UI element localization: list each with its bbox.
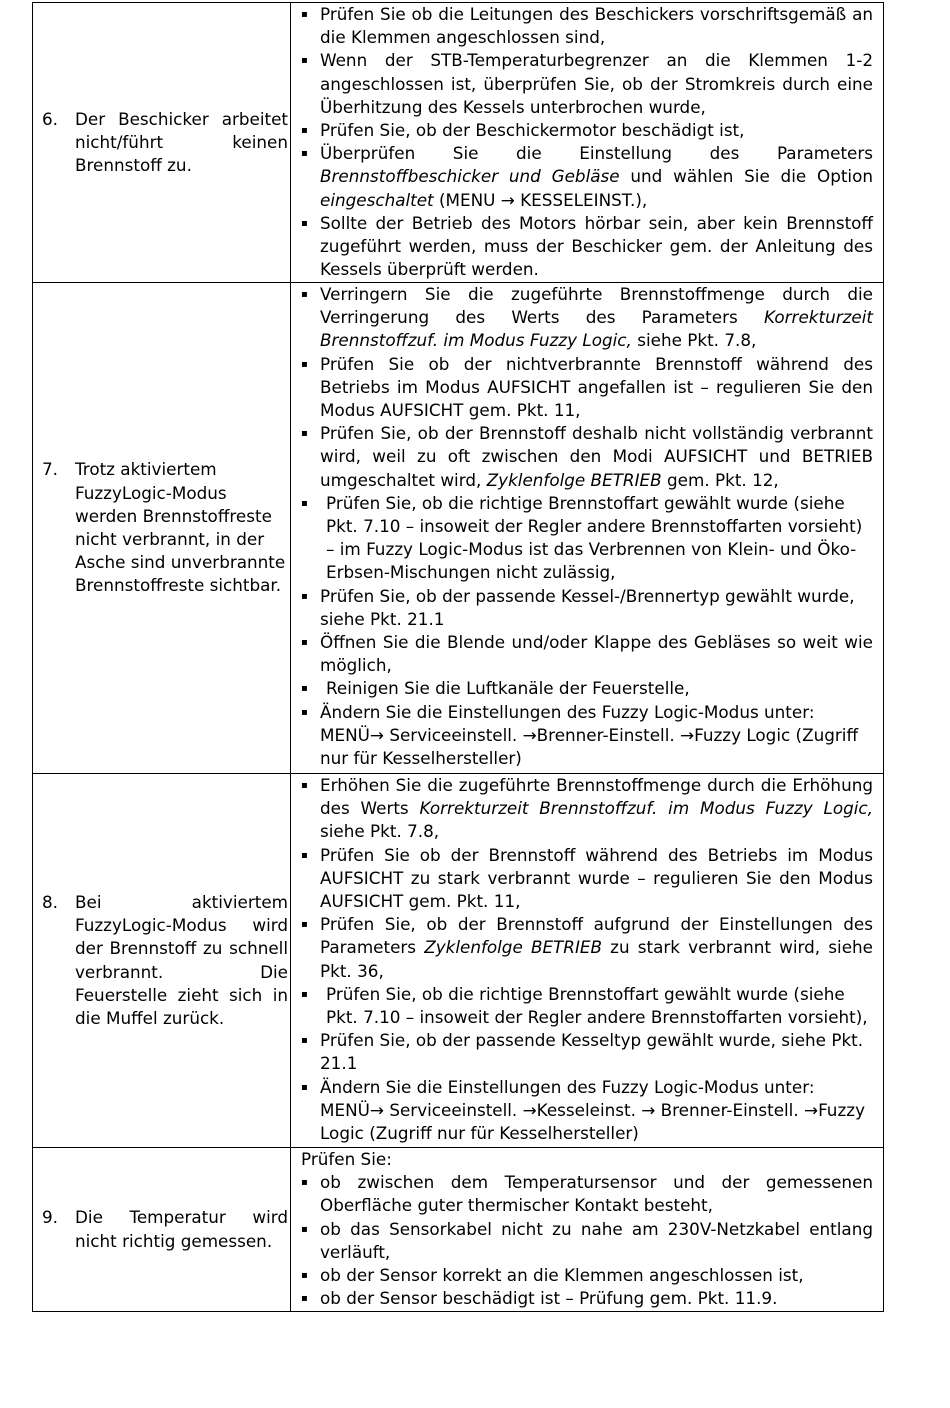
- bullet-icon: [301, 844, 320, 914]
- list-item: ▪ Verringern Sie die zugeführte Brennstoffmenge durch die Verringerung des Werts des Parameters Korrekturzeit Brennstoffzuf. im Modus Fuzzy Logic, siehe Pkt. 7.8,: [301, 283, 873, 353]
- list-item: ▪ Ändern Sie die Einstellungen des Fuzzy Logic-Modus unter: MENÜ→ Serviceeinstell. →Kesseleinst. → Brenner-Einstell. →Fuzzy Logic (Zugriff nur für Kesselhersteller): [301, 1076, 873, 1146]
- bullet-icon: [301, 701, 320, 771]
- list-item: ▪ ob der Sensor korrekt an die Klemmen angeschlossen ist,: [301, 1264, 873, 1287]
- fix-cell: [291, 1148, 884, 1312]
- fix-list: [301, 774, 873, 1145]
- list-item: ▪ Prüfen Sie, ob die richtige Brennstoffart gewählt wurde (siehe Pkt. 7.10 – insoweit der Regler andere Brennstoffarten vorsieht) – im Fuzzy Logic-Modus ist das Verbrennen von Klein- und Öko-Erbsen-Mischungen nicht zulässig,: [301, 492, 873, 585]
- bullet-icon: [301, 1218, 320, 1264]
- bullet-icon: [301, 1029, 320, 1075]
- bullet-icon: [301, 677, 320, 700]
- list-item: ▪ Reinigen Sie die Luftkanäle der Feuerstelle,: [301, 677, 873, 700]
- bullet-icon: [301, 983, 320, 1029]
- list-item: ▪ Prüfen Sie, ob der Brennstoff deshalb nicht vollständig verbrannt wird, weil zu oft zwischen den Modi AUFSICHT und BETRIEB umgeschaltet wird, Zyklenfolge BETRIEB gem. Pkt. 12,: [301, 422, 873, 492]
- bullet-icon: [301, 49, 320, 119]
- bullet-icon: [301, 353, 320, 423]
- problem-cell: [33, 1148, 291, 1312]
- bullet-icon: [301, 283, 320, 353]
- list-item: ▪ Erhöhen Sie die zugeführte Brennstoffmenge durch die Erhöhung des Werts Korrekturzeit Brennstoffzuf. im Modus Fuzzy Logic, siehe Pkt. 7.8,: [301, 774, 873, 844]
- list-item: ▪ ob das Sensorkabel nicht zu nahe am 230V-Netzkabel entlang verläuft,: [301, 1218, 873, 1264]
- fix-cell: [291, 774, 884, 1148]
- fix-list: [301, 1171, 873, 1310]
- bullet-icon: [301, 422, 320, 492]
- bullet-icon: [301, 212, 320, 282]
- fix-cell: [291, 283, 884, 774]
- row-number: 8.: [42, 891, 59, 912]
- list-item: ▪ ob zwischen dem Temperatursensor und der gemessenen Oberfläche guter thermischer Kontakt besteht,: [301, 1171, 873, 1217]
- list-item: ▪ Öffnen Sie die Blende und/oder Klappe des Gebläses so weit wie möglich,: [301, 631, 873, 677]
- bullet-icon: [301, 492, 320, 585]
- list-item: ▪ ob der Sensor beschädigt ist – Prüfung gem. Pkt. 11.9.: [301, 1287, 873, 1310]
- list-item: ▪ Prüfen Sie ob der Brennstoff während des Betriebs im Modus AUFSICHT zu stark verbrannt wurde – regulieren Sie den Modus AUFSICHT gem. Pkt. 11,: [301, 844, 873, 914]
- row-number: 9.: [42, 1207, 59, 1228]
- table-row: [33, 1148, 884, 1312]
- list-item: ▪ Prüfen Sie, ob der Brennstoff aufgrund der Einstellungen des Parameters Zyklenfolge BETRIEB zu stark verbrannt wird, siehe Pkt. 36,: [301, 913, 873, 983]
- bullet-icon: [301, 1287, 320, 1310]
- bullet-icon: [301, 142, 320, 212]
- row-number: 6.: [42, 108, 59, 129]
- bullet-icon: [301, 585, 320, 631]
- fix-intro: Prüfen Sie:: [301, 1149, 392, 1169]
- problem-cell: [33, 3, 291, 283]
- list-item: ▪ Ändern Sie die Einstellungen des Fuzzy Logic-Modus unter: MENÜ→ Serviceeinstell. →Brenner-Einstell. →Fuzzy Logic (Zugriff nur für Kesselhersteller): [301, 701, 873, 771]
- list-item: ▪ Wenn der STB-Temperaturbegrenzer an die Klemmen 1-2 angeschlossen ist, überprüfen Sie, ob der Stromkreis durch eine Überhitzung des Kessels unterbrochen wurde,: [301, 49, 873, 119]
- table-row: [33, 774, 884, 1148]
- table-row: [33, 283, 884, 774]
- problem-cell: [33, 774, 291, 1148]
- fix-cell: [291, 3, 884, 283]
- problem-text: Der Beschicker arbeitet nicht/führt keinen Brennstoff zu.: [75, 108, 288, 176]
- list-item: ▪ Sollte der Betrieb des Motors hörbar sein, aber kein Brennstoff zugeführt werden, muss der Beschicker gem. der Anleitung des Kessels überprüft werden.: [301, 212, 873, 282]
- list-item: ▪ Überprüfen Sie die Einstellung des Parameters Brennstoffbeschicker und Gebläse und wählen Sie die Option eingeschaltet (MENU → KESSELEINST.),: [301, 142, 873, 212]
- bullet-icon: [301, 1076, 320, 1146]
- problem-text: Bei aktiviertem FuzzyLogic-Modus wird der Brennstoff zu schnell verbrannt. Die Feuerstelle zieht sich in die Muffel zurück.: [75, 891, 288, 1028]
- bullet-icon: [301, 3, 320, 49]
- row-number: 7.: [42, 459, 59, 480]
- list-item: ▪ Prüfen Sie, ob der passende Kesseltyp gewählt wurde, siehe Pkt. 21.1: [301, 1029, 873, 1075]
- table-row: [33, 3, 884, 283]
- bullet-icon: [301, 774, 320, 844]
- problem-text: Die Temperatur wird nicht richtig gemessen.: [75, 1207, 288, 1251]
- list-item: ▪ Prüfen Sie, ob der passende Kessel-/Brennertyp gewählt wurde, siehe Pkt. 21.1: [301, 585, 873, 631]
- list-item: ▪ Prüfen Sie, ob die richtige Brennstoffart gewählt wurde (siehe Pkt. 7.10 – insoweit der Regler andere Brennstoffarten vorsieht),: [301, 983, 873, 1029]
- problem-cell: [33, 283, 291, 774]
- bullet-icon: [301, 1171, 320, 1217]
- bullet-icon: [301, 119, 320, 142]
- problem-text: Trotz aktiviertem FuzzyLogic-Modus werden Brennstoffreste nicht verbrannt, in der Asche sind unverbrannte Brennstoffreste sichtbar.: [75, 459, 286, 596]
- troubleshooting-table: [32, 2, 884, 1312]
- bullet-icon: [301, 631, 320, 677]
- list-item: ▪ Prüfen Sie, ob der Beschickermotor beschädigt ist,: [301, 119, 873, 142]
- fix-list: [301, 3, 873, 281]
- bullet-icon: [301, 913, 320, 983]
- fix-list: [301, 283, 873, 770]
- list-item: ▪ Prüfen Sie ob der nichtverbrannte Brennstoff während des Betriebs im Modus AUFSICHT angefallen ist – regulieren Sie den Modus AUFSICHT gem. Pkt. 11,: [301, 353, 873, 423]
- list-item: ▪ Prüfen Sie ob die Leitungen des Beschickers vorschriftsgemäß an die Klemmen angeschlossen sind,: [301, 3, 873, 49]
- bullet-icon: [301, 1264, 320, 1287]
